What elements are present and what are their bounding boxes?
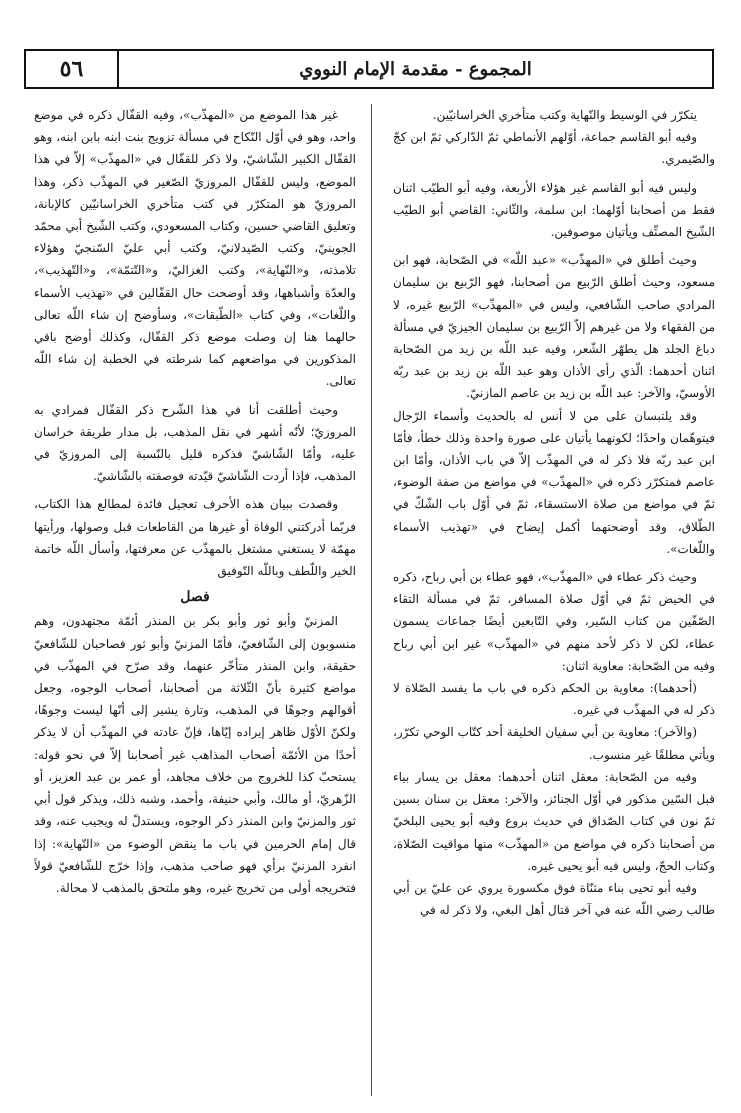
paragraph: (والآخر): معاوية بن أبي سفيان الخليفة أحد كتّاب الوحي تكرّر، ويأتي مطلقًا غير منسوب. <box>393 725 715 762</box>
column-divider <box>371 104 372 1096</box>
paragraph: وحيث أطلقت أنا في هذا الشّرح ذكر القفّال فمرادي به المروزيّ؛ لأنّه أشهر في نقل المذهب، بل مدار طريقة خراسان عليه، وأمّا الشّاشيّ فذكره قليل بالنّسبة إلى المروزيّ في المذهب، فإذا أردت الشّاشيّ قيّدته فوصفته بالشّاشيّ. <box>34 402 356 484</box>
page-number: ٥٦ <box>59 56 84 82</box>
paragraph: وليس فيه أبو القاسم غير هؤلاء الأربعة، وفيه أبو الطيّب اثنان فقط من أصحابنا أوّلهما: ابن سلمة، والثّاني: القاضي أبو الطيّب الشّيخ المصنِّف ويأتيان موصوفين. <box>393 180 715 240</box>
running-title: المجموع - مقدمة الإمام النووي <box>299 58 532 80</box>
paragraph: (أحدهما): معاوية بن الحكم ذكره في باب ما يفسد الصّلاة لا ذكر له في المهذّب في غيره. <box>393 681 715 718</box>
section-heading: فصل <box>180 589 210 606</box>
paragraph: غير هذا الموضع من «المهذّب»، وفيه القفّال ذكره في موضع واحد، وهو في أوّل النّكاح في مسألة تزويج بنت ابنه بابن ابنه، وهو القفّال الكبير الشّاشيّ، ولا ذكر للقفّال في «المهذّب» إلاّ في هذا الموضع، وليس للقفّال المروزيّ الصّغير في المهذّب ذكر، وهذا المروزيّ هو المتكرّر في كتب متأخري الخراسانيّين كالإبانة، وتعليق القاضي حسين، وكتاب المسعودي، وكتب الشّيخ أبي محمّد الجوينيّ، وكتب الصّيدلانيّ، وكتب أبي عليّ السّنجيّ وهؤلاء تلامذته، و«النّهاية»، وكتب الغزاليّ، و«التّتمّة»، و«التّهذيب»، والعدّة وأشباهها، وقد أوضحت حال القفّالين في «تهذيب الأسماء واللّغات»، وفي كتاب «الطّبقات»، وسأوضح إن شاء اللّه تعالى حالهما هنا إن وصلت موضع ذكر القفّال، وكذلك أوضح باقي المذكورين في مواضعهم كما شرطته في الخطبة إن شاء اللّه تعالى. <box>34 108 356 389</box>
paragraph: وفيه أبو القاسم جماعة، أوّلهم الأنماطي ثمّ الدّاركي ثمّ ابن كجّ والصّيمري. <box>393 130 715 167</box>
paragraph: يتكرّر في الوسيط والنّهاية وكتب متأخري الخراسانيّين. <box>432 108 697 122</box>
paragraph: وحيث أطلق في «المهذّب» «عبد اللّه» في الصّحابة، فهو ابن مسعود، وحيث أطلق الرّبيع من أصحابنا، فهو الرّبيع بن سليمان المرادي صاحب الشّافعي، وليس في «المهذّب» الرّبيع غيره، لا من الفقهاء ولا من غيرهم إلاّ الرّبيع بن سليمان الجيزيّ في مسألة دباغ الجلد هل يطهّر الشّعر، وفيه عبد اللّه بن زيد من الصّحابة اثنان أحدهما: الّذي رأى الأذان وهو عبد اللّه بن زيد بن عبد ربّه الأوسيّ، والآخر: عبد اللّه بن زيد بن عاصم المازنيّ. <box>393 253 715 401</box>
paragraph: وقصدت ببيان هذه الأحرف تعجيل فائدة لمطالع هذا الكتاب، فربّما أدركتني الوفاة أو غيرها من القاطعات قبل وصولها، ورأيتها مهمّة لا يستغني مشتغل بالمهذّب عن معرفتها، وأسأل اللّه خاتمة الخير واللّطف وباللّه التّوفيق <box>34 497 356 579</box>
page-header <box>24 49 714 89</box>
paragraph: وفيه أبو تحيى بناء مثنّاة فوق مكسورة يروي عن عليّ بن أبي طالب رضي اللّه عنه في آخر قتال أهل البغي، ولا ذكر له في <box>393 880 715 918</box>
paragraph: وقد يلتبسان على من لا أنس له بالحديث وأسماء الرّجال فيتوهّمان واحدًا؛ لكونهما يأتيان على صورة واحدة وذلك خطأ، فأمّا ابن عبد ربّه فلا ذكر له في المهذّب إلاّ في باب الأذان، وأمّا ابن عاصم فمتكرّر ذكره في «المهذّب» في مواضع من صفة الوضوء، ثمّ في مواضع من صلاة الاستسقاء، ثمّ في أوّل باب الشّكّ في الطّلاق، وقد أوضحتهما أكمل إيضاح في «تهذيب الأسماء واللّغات». <box>393 408 715 556</box>
paragraph: وحيث ذكر عطاء في «المهذّب»، فهو عطاء بن أبي رباح، ذكره في الحيض ثمّ في أوّل صلاة المسافر، ثمّ في مسألة التقاء الصّفّين من كتاب السّير، وفي التّابعين أيضًا جماعات يسمون عطاء، لكن لا ذكر لأحد منهم في «المهذّب» غير ابن أبي رباح وفيه من الصّحابة: معاوية اثنان: <box>393 570 715 673</box>
paragraph: المزنيّ وأبو ثور وأبو بكر بن المنذر أئمّة مجتهدون، وهم منسوبون إلى الشّافعيّ، فأمّا المزنيّ وأبو ثور فصاحبان للشّافعيّ حقيقة، وابن المنذر متأخّر عنهما، وقد صرّح في المهذّب في مواضع كثيرة بأنّ الثّلاثة من أصحابنا، أصحاب الوجوه، وجعل أقوالهم وجوهًا في المذهب، وتارة يشير إلى أنّها ليست وجوهًا، ولكنّ الأوّل ظاهر إيراده إيّاها، فإنّ عادته في المهذّب أن لا يذكر أحدًا من الأئمّة أصحاب المذاهب غير أصحابنا إلاّ في نحو قوله: يستحبّ كذا للخروج من خلاف مجاهد، أو عمر بن عبد العزيز، أو الزّهريّ، أو مالك، وأبي حنيفة، وأحمد، وشبه ذلك، ويذكر قول أبي ثور والمزنيّ وابن المنذر ذكر الوجوه، ويستدلّ له ويجيب عنه، وقد قال إمام الحرمين في باب ما ينقض الوضوء من «النّهاية»: إذا انفرد المزنيّ برأي فهو صاحب مذهب، وإذا خرّج للشّافعيّ قولاً فتخريجه أولى من تخريج غيره، وهو ملتحق بالمذهب لا محالة. <box>34 614 356 895</box>
paragraph: وفيه من الصّحابة: معقل اثنان أحدهما: معقل بن يسار بياء قبل السّين مذكور في أوّل الجنائز، والآخر: معقل بن سنان بسين ثمّ نون في كتاب الصّداق في حديث بروع وفيه أبو يحيى البلخيّ من أصحابنا ذكره في مواضع من «المهذّب» منها مواقيت الصّلاة، وكتاب الحجّ، وليس فيه أبو يحيى غيره. <box>393 769 715 873</box>
right-column <box>393 104 715 1104</box>
left-column <box>34 104 356 1104</box>
